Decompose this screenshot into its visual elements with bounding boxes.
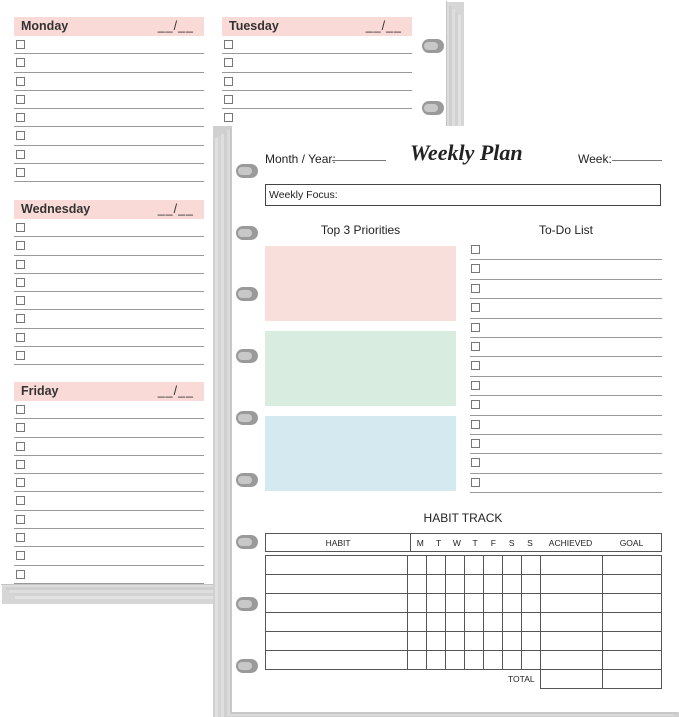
task-row[interactable] <box>222 73 412 91</box>
checkbox[interactable] <box>16 442 25 451</box>
binder-ring-icon <box>236 349 258 363</box>
day-cell[interactable] <box>427 575 446 594</box>
achieved-cell[interactable] <box>540 651 603 670</box>
habit-track-title: HABIT TRACK <box>423 511 503 525</box>
day-cell[interactable] <box>483 651 502 670</box>
day-section-wednesday <box>14 200 204 365</box>
task-row[interactable] <box>14 292 204 310</box>
checkbox[interactable] <box>16 423 25 432</box>
goal-cell[interactable] <box>603 651 662 670</box>
day-cell[interactable] <box>521 594 540 613</box>
task-row[interactable] <box>14 511 204 529</box>
day-cell[interactable] <box>408 613 427 632</box>
ring-hole <box>424 42 438 50</box>
task-row[interactable] <box>222 109 412 127</box>
todo-row[interactable] <box>470 357 662 376</box>
checkbox[interactable] <box>16 533 25 542</box>
day-cell[interactable] <box>408 556 427 575</box>
checkbox[interactable] <box>16 570 25 579</box>
day-cell[interactable] <box>521 632 540 651</box>
checkbox[interactable] <box>471 381 480 390</box>
day-cell[interactable] <box>502 651 521 670</box>
weekly-plan-page <box>232 126 679 712</box>
month-year-line <box>332 160 386 161</box>
ring-hole <box>238 476 252 484</box>
week-field[interactable] <box>578 150 668 166</box>
binder-ring-icon <box>422 39 444 53</box>
day-col-header: T <box>466 534 484 552</box>
goal-cell[interactable] <box>603 556 662 575</box>
checkbox[interactable] <box>16 40 25 49</box>
day-cell[interactable] <box>446 613 465 632</box>
achieved-cell[interactable] <box>540 613 603 632</box>
task-row[interactable] <box>14 456 204 474</box>
checkbox[interactable] <box>471 303 480 312</box>
task-row[interactable] <box>14 474 204 492</box>
checkbox[interactable] <box>16 551 25 560</box>
date-blank: __/__ <box>157 384 194 398</box>
date-blank: __/__ <box>157 202 194 216</box>
goal-cell[interactable] <box>603 594 662 613</box>
binder-ring-icon <box>236 597 258 611</box>
checkbox[interactable] <box>16 241 25 250</box>
day-cell[interactable] <box>502 594 521 613</box>
task-row[interactable] <box>14 492 204 510</box>
day-cell[interactable] <box>521 575 540 594</box>
day-cell[interactable] <box>408 632 427 651</box>
task-row[interactable] <box>14 164 204 182</box>
checkbox[interactable] <box>471 439 480 448</box>
task-row[interactable] <box>14 91 204 109</box>
checkbox[interactable] <box>471 478 480 487</box>
checkbox[interactable] <box>16 168 25 177</box>
total-goal-cell[interactable] <box>603 670 662 689</box>
checkbox[interactable] <box>16 77 25 86</box>
habit-cell[interactable] <box>266 651 408 670</box>
day-cell[interactable] <box>446 651 465 670</box>
day-col-header: M <box>411 534 430 552</box>
day-cell[interactable] <box>483 613 502 632</box>
day-cell[interactable] <box>465 651 484 670</box>
day-cell[interactable] <box>408 651 427 670</box>
todo-list <box>470 241 662 493</box>
day-section-monday <box>14 17 204 182</box>
day-cell[interactable] <box>465 575 484 594</box>
task-row[interactable] <box>14 438 204 456</box>
checkbox[interactable] <box>16 351 25 360</box>
checkbox[interactable] <box>471 420 480 429</box>
day-cell[interactable] <box>521 651 540 670</box>
day-cell[interactable] <box>521 556 540 575</box>
achieved-col-header: ACHIEVED <box>539 534 602 552</box>
day-cell[interactable] <box>427 651 446 670</box>
binder-ring-icon <box>422 101 444 115</box>
task-row[interactable] <box>14 109 204 127</box>
checkbox[interactable] <box>16 333 25 342</box>
checkbox[interactable] <box>471 323 480 332</box>
checkbox[interactable] <box>16 296 25 305</box>
priority-box-2[interactable] <box>265 331 456 406</box>
habit-cell[interactable] <box>266 594 408 613</box>
checkbox[interactable] <box>16 314 25 323</box>
task-row[interactable] <box>14 547 204 565</box>
habit-cell[interactable] <box>266 575 408 594</box>
day-cell[interactable] <box>502 632 521 651</box>
todo-row[interactable] <box>470 377 662 396</box>
task-row[interactable] <box>14 256 204 274</box>
day-cell[interactable] <box>502 556 521 575</box>
day-label: Tuesday <box>229 19 279 33</box>
checkbox[interactable] <box>16 58 25 67</box>
goal-cell[interactable] <box>603 632 662 651</box>
checkbox[interactable] <box>16 223 25 232</box>
priority-box-1[interactable] <box>265 246 456 321</box>
task-list <box>222 36 412 127</box>
checkbox[interactable] <box>224 95 233 104</box>
task-list <box>14 401 204 584</box>
task-list <box>14 36 204 182</box>
todo-row[interactable] <box>470 280 662 299</box>
ring-hole <box>238 290 252 298</box>
day-cell[interactable] <box>465 632 484 651</box>
day-cell[interactable] <box>446 594 465 613</box>
goal-cell[interactable] <box>603 613 662 632</box>
day-cell[interactable] <box>502 613 521 632</box>
day-col-header: W <box>448 534 466 552</box>
goal-cell[interactable] <box>603 575 662 594</box>
day-col-header: S <box>521 534 539 552</box>
day-label: Wednesday <box>21 202 91 216</box>
date-blank: __/__ <box>157 19 194 33</box>
task-row[interactable] <box>14 529 204 547</box>
total-row-label <box>266 670 541 689</box>
checkbox[interactable] <box>16 460 25 469</box>
day-cell[interactable] <box>483 575 502 594</box>
day-header-tuesday <box>222 17 412 36</box>
todo-row[interactable] <box>470 474 662 493</box>
todo-title: To-Do List <box>538 223 594 237</box>
month-year-field[interactable] <box>265 150 395 166</box>
day-label: Monday <box>21 19 69 33</box>
binder-ring-icon <box>236 226 258 240</box>
task-row[interactable] <box>14 219 204 237</box>
habit-grid <box>265 555 662 689</box>
checkbox[interactable] <box>471 264 480 273</box>
checkbox[interactable] <box>16 95 25 104</box>
todo-row[interactable] <box>470 435 662 454</box>
checkbox[interactable] <box>16 113 25 122</box>
task-row[interactable] <box>14 401 204 419</box>
day-cell[interactable] <box>502 575 521 594</box>
day-cell[interactable] <box>427 632 446 651</box>
month-year-label: Month / Year: <box>265 152 336 166</box>
weekly-focus-box[interactable] <box>265 184 661 206</box>
total-achieved-cell[interactable] <box>540 670 603 689</box>
day-cell[interactable] <box>483 632 502 651</box>
ring-hole <box>238 600 252 608</box>
priority-box-3[interactable] <box>265 416 456 491</box>
binder-ring-icon <box>236 473 258 487</box>
checkbox[interactable] <box>224 40 233 49</box>
task-row[interactable] <box>14 419 204 437</box>
ring-hole <box>424 104 438 112</box>
task-row[interactable] <box>222 91 412 109</box>
checkbox[interactable] <box>16 496 25 505</box>
day-header-wednesday <box>14 200 204 219</box>
day-col-header: S <box>503 534 521 552</box>
habit-cell[interactable] <box>266 613 408 632</box>
task-row[interactable] <box>14 127 204 145</box>
day-cell[interactable] <box>446 632 465 651</box>
ring-hole <box>238 414 252 422</box>
checkbox[interactable] <box>16 150 25 159</box>
checkbox[interactable] <box>16 260 25 269</box>
todo-row[interactable] <box>470 338 662 357</box>
day-cell[interactable] <box>446 575 465 594</box>
task-row[interactable] <box>14 54 204 72</box>
week-line <box>612 160 662 161</box>
checkbox[interactable] <box>471 342 480 351</box>
date-blank: __/__ <box>365 19 402 33</box>
habit-cell[interactable] <box>266 632 408 651</box>
task-row[interactable] <box>222 36 412 54</box>
task-row[interactable] <box>14 36 204 54</box>
day-cell[interactable] <box>465 613 484 632</box>
checkbox[interactable] <box>224 58 233 67</box>
achieved-cell[interactable] <box>540 594 603 613</box>
ring-hole <box>238 167 252 175</box>
checkbox[interactable] <box>471 245 480 254</box>
checkbox[interactable] <box>224 113 233 122</box>
day-label: Friday <box>21 384 59 398</box>
day-header-friday <box>14 382 204 401</box>
checkbox[interactable] <box>16 515 25 524</box>
day-cell[interactable] <box>408 594 427 613</box>
task-row[interactable] <box>14 329 204 347</box>
day-section-friday <box>14 382 204 584</box>
achieved-cell[interactable] <box>540 556 603 575</box>
binder-ring-icon <box>236 535 258 549</box>
achieved-cell[interactable] <box>540 632 603 651</box>
habit-cell[interactable] <box>266 556 408 575</box>
day-header-monday <box>14 17 204 36</box>
binder-ring-icon <box>236 287 258 301</box>
task-row[interactable] <box>222 54 412 72</box>
task-row[interactable] <box>14 274 204 292</box>
day-cell[interactable] <box>427 613 446 632</box>
task-row[interactable] <box>14 73 204 91</box>
goal-col-header: GOAL <box>602 534 661 552</box>
todo-row[interactable] <box>470 416 662 435</box>
day-cell[interactable] <box>446 556 465 575</box>
day-col-header: T <box>429 534 447 552</box>
checkbox[interactable] <box>224 77 233 86</box>
day-cell[interactable] <box>483 594 502 613</box>
todo-row[interactable] <box>470 319 662 338</box>
checkbox[interactable] <box>471 458 480 467</box>
day-cell[interactable] <box>427 556 446 575</box>
ring-hole <box>238 229 252 237</box>
priorities-title: Top 3 Priorities <box>320 223 401 237</box>
binder-ring-icon <box>236 164 258 178</box>
task-row[interactable] <box>14 146 204 164</box>
checkbox[interactable] <box>16 405 25 414</box>
task-list <box>14 219 204 365</box>
checkbox[interactable] <box>471 284 480 293</box>
day-section-tuesday <box>222 17 412 127</box>
weekly-focus-label: Weekly Focus: <box>269 189 338 201</box>
todo-row[interactable] <box>470 396 662 415</box>
task-row[interactable] <box>14 347 204 365</box>
day-col-header: F <box>484 534 502 552</box>
habit-header-table <box>265 533 662 552</box>
task-row[interactable] <box>14 566 204 584</box>
task-row[interactable] <box>14 237 204 255</box>
todo-row[interactable] <box>470 241 662 260</box>
day-cell[interactable] <box>408 575 427 594</box>
total-label: TOTAL <box>508 674 535 685</box>
binder-ring-icon <box>236 411 258 425</box>
checkbox[interactable] <box>16 131 25 140</box>
todo-row[interactable] <box>470 299 662 318</box>
page-title: Weekly Plan <box>410 140 523 165</box>
todo-row[interactable] <box>470 260 662 279</box>
achieved-cell[interactable] <box>540 575 603 594</box>
week-label: Week: <box>578 152 612 166</box>
habit-col-header: HABIT <box>266 534 411 552</box>
binder-ring-icon <box>236 659 258 673</box>
todo-row[interactable] <box>470 454 662 473</box>
checkbox[interactable] <box>471 400 480 409</box>
day-cell[interactable] <box>521 613 540 632</box>
ring-hole <box>238 538 252 546</box>
ring-hole <box>238 662 252 670</box>
day-cell[interactable] <box>465 556 484 575</box>
checkbox[interactable] <box>16 278 25 287</box>
day-cell[interactable] <box>427 594 446 613</box>
day-cell[interactable] <box>483 556 502 575</box>
checkbox[interactable] <box>16 478 25 487</box>
ring-hole <box>238 352 252 360</box>
day-cell[interactable] <box>465 594 484 613</box>
checkbox[interactable] <box>471 361 480 370</box>
task-row[interactable] <box>14 310 204 328</box>
